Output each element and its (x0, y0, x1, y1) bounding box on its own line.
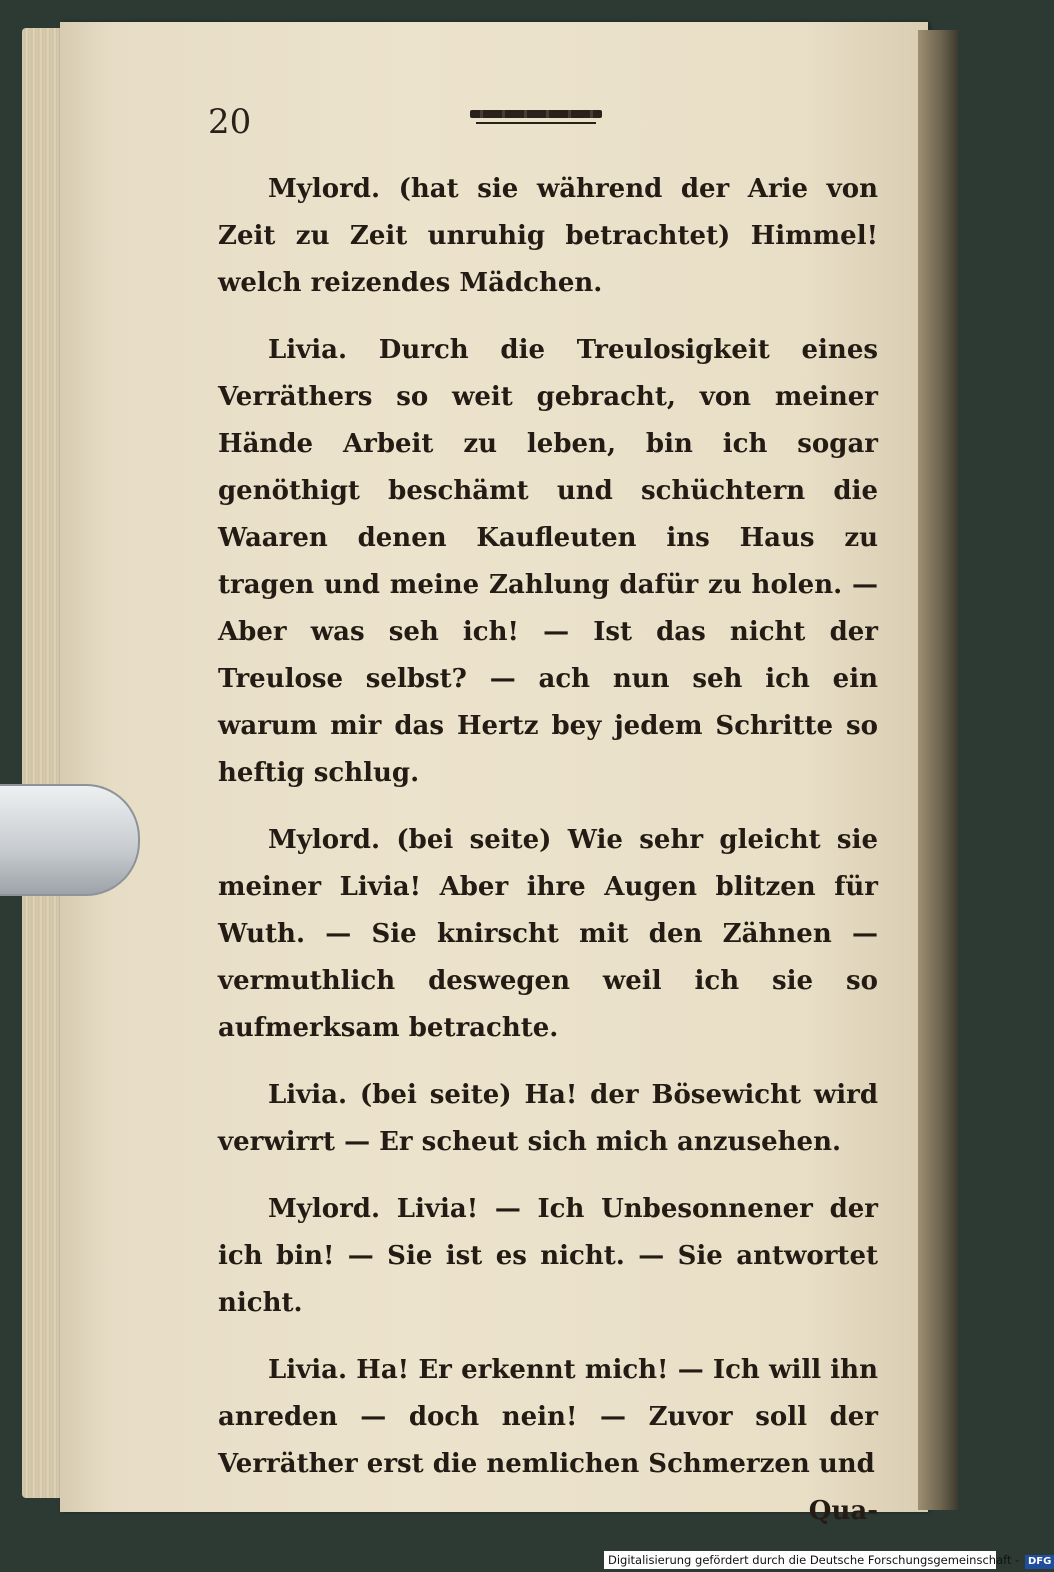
book-gutter (918, 30, 958, 1510)
header-ornament (470, 110, 602, 128)
paragraph: Livia. (bei seite) Ha! der Bösewicht wird verwirrt — Er scheut sich mich anzusehen. (218, 1080, 878, 1157)
catchword: Qua- (808, 1496, 878, 1526)
page-number: 20 (208, 102, 252, 142)
page-header (200, 100, 880, 140)
paragraph: Mylord. (bei seite) Wie sehr gleicht sie meiner Livia! Aber ihre Augen blitzen für Wuth. — Sie knirscht mit den Zähnen — vermuthlich deswegen weil ich sie so aufmerksam betrachte. (218, 825, 878, 1043)
digitization-footer (604, 1551, 1052, 1569)
paragraph: Mylord. (hat sie während der Arie von Zeit zu Zeit unruhig betrachtet) Himmel! welch reizendes Mädchen. (218, 174, 878, 298)
page-clip (0, 784, 140, 896)
dfg-logo: DFG (1025, 1555, 1054, 1569)
footer-text: Digitalisierung gefördert durch die Deutsche Forschungsgemeinschaft - (608, 1553, 1020, 1567)
paragraph: Mylord. Livia! — Ich Unbesonnener der ich bin! — Sie ist es nicht. — Sie antwortet nicht. (218, 1194, 878, 1318)
page-text (218, 166, 878, 1535)
paragraph: Livia. Ha! Er erkennt mich! — Ich will ihn anreden — doch nein! — Zuvor soll der Verräther erst die nemlichen Schmerzen und (218, 1355, 878, 1479)
paragraph: Livia. Durch die Treulosigkeit eines Verräthers so weit gebracht, von meiner Hände Arbeit zu leben, bin ich sogar genöthigt beschämt und schüchtern die Waaren denen Kaufleuten ins Haus zu tragen und meine Zahlung dafür zu holen. — Aber was seh ich! — Ist das nicht der Treulose selbst? — ach nun seh ich ein warum mir das Hertz bey jedem Schritte so heftig schlug. (218, 335, 878, 788)
